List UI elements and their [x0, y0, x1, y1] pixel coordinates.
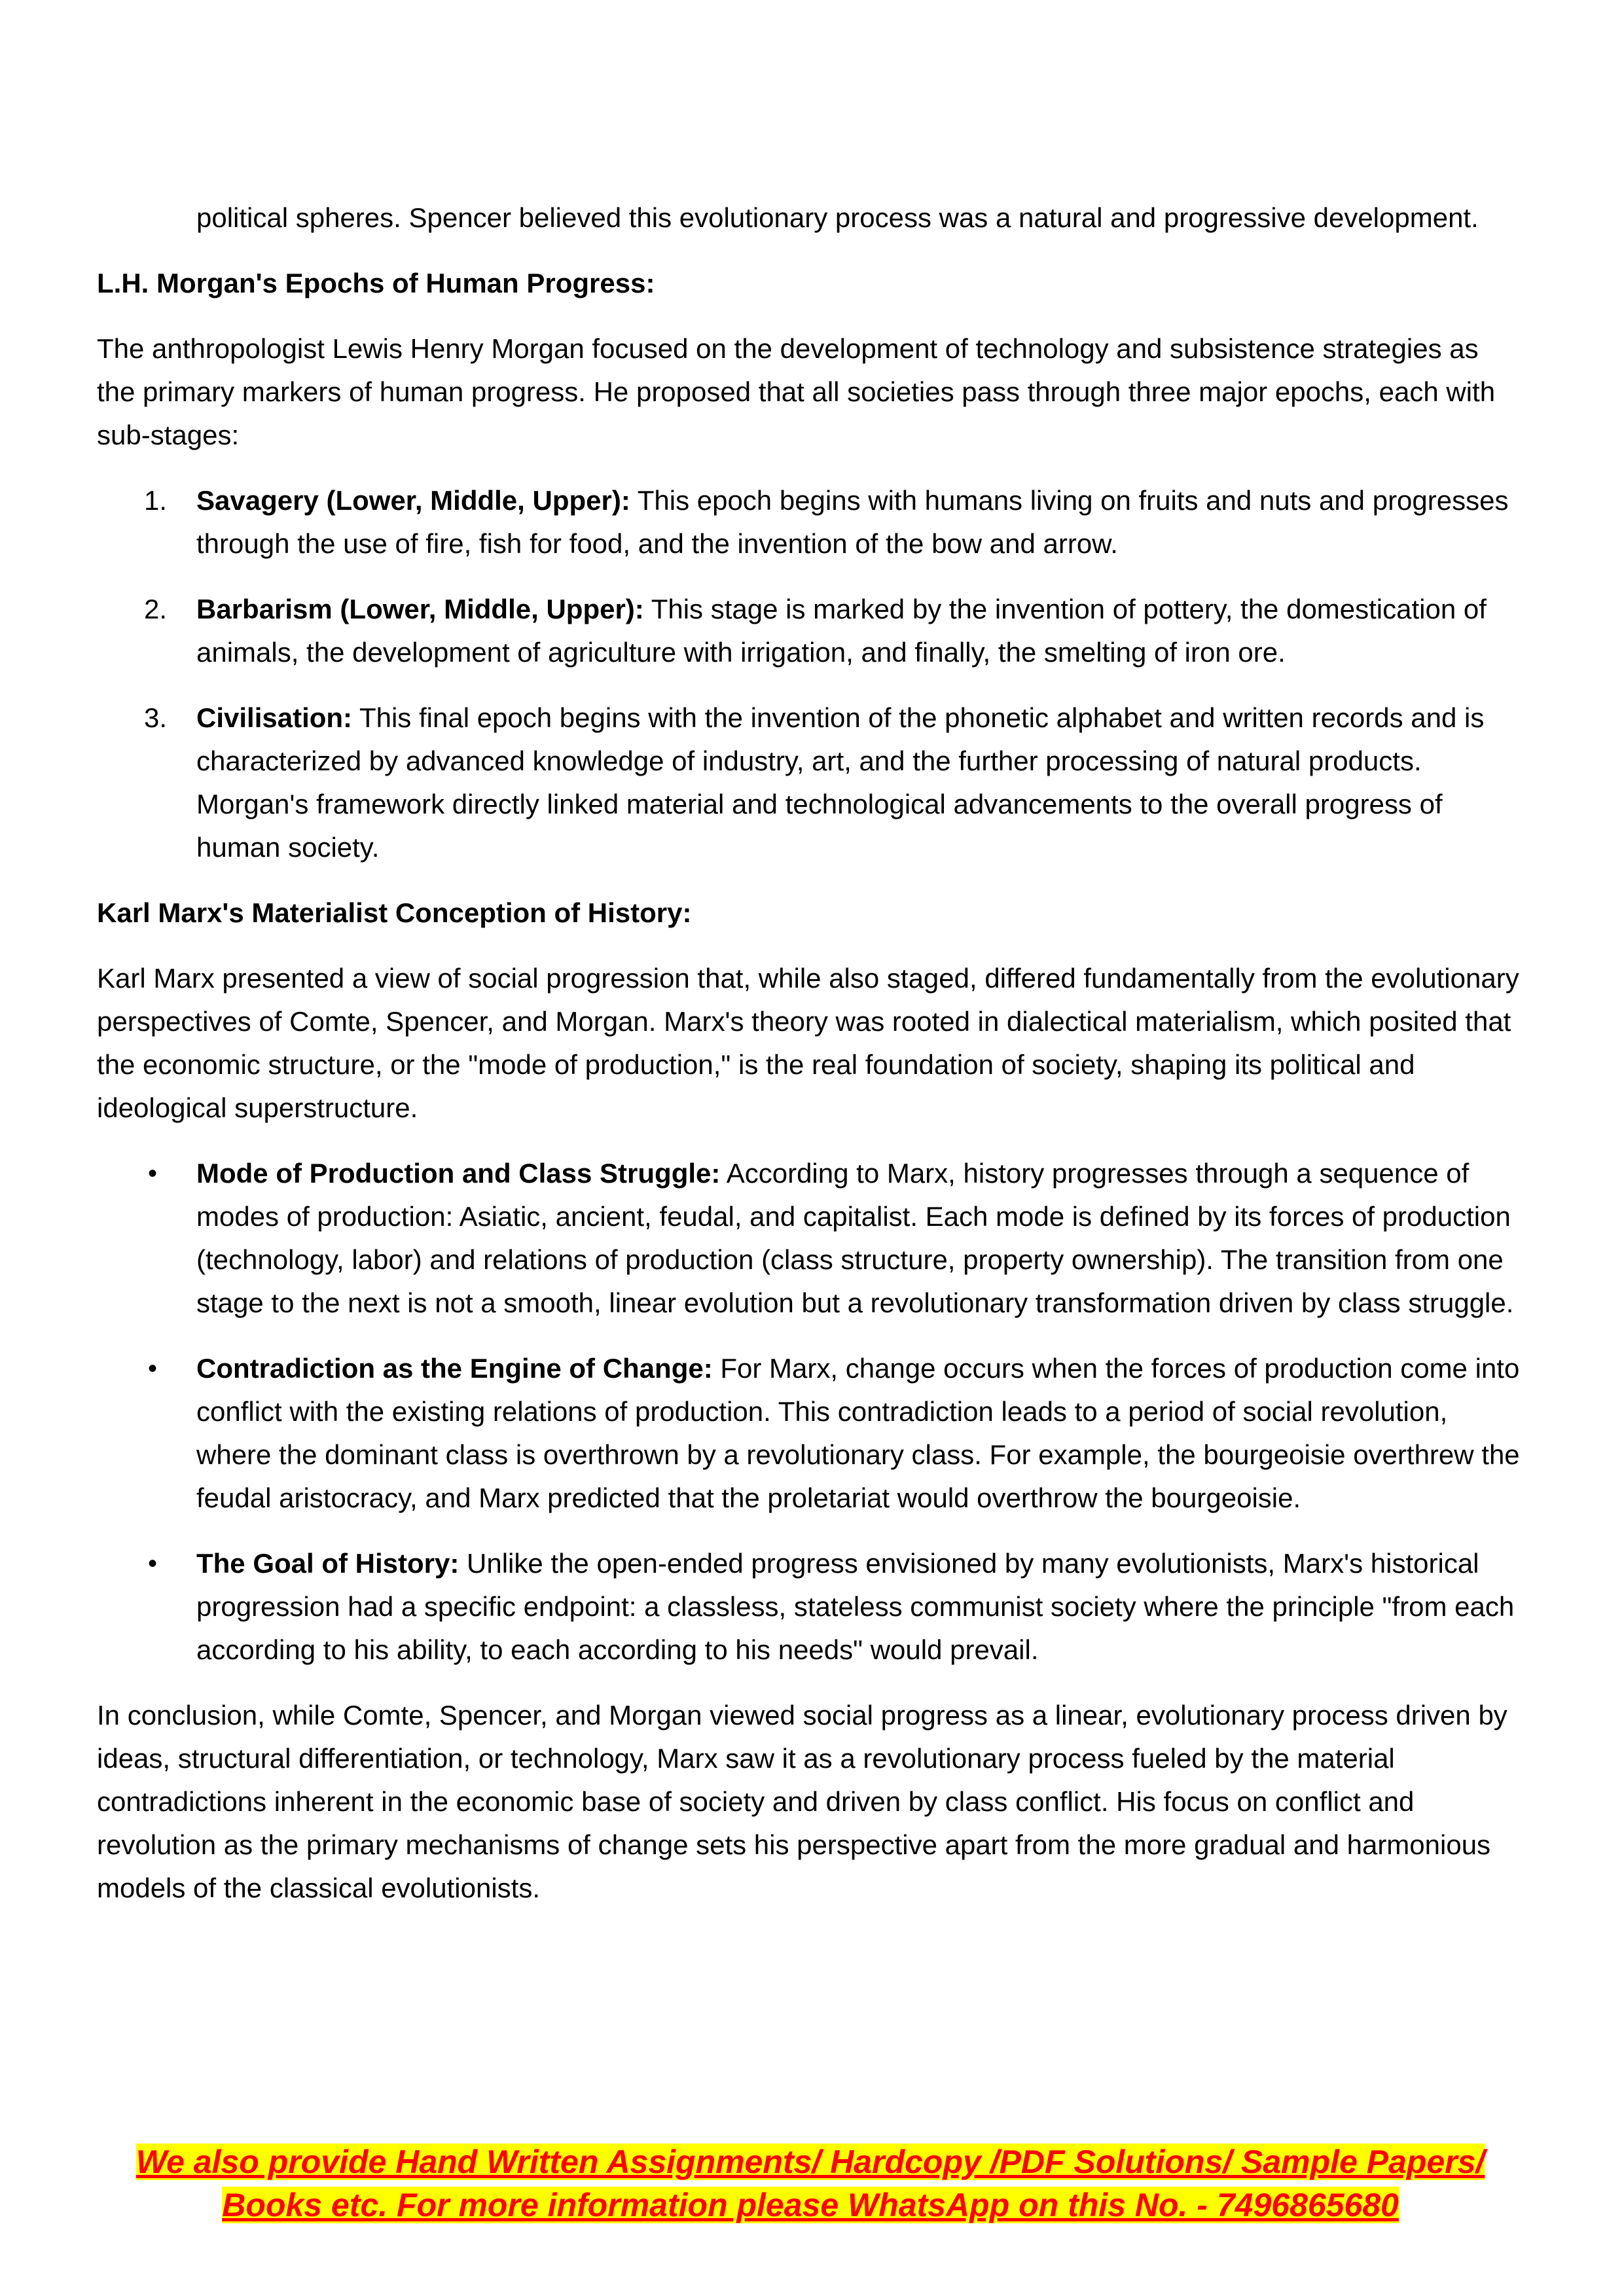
morgan-heading: L.H. Morgan's Epochs of Human Progress:: [97, 268, 655, 298]
document-body: [97, 196, 1524, 1932]
list-item-text: This final epoch begins with the invention of the phonetic alphabet and written records and is characterized by advanced knowledge of industry, art, and the further processing of natural products. Morgan's framework directly linked material and technological advancements to the overall progress of human society.: [196, 702, 1485, 863]
morgan-epochs-list: [97, 479, 1524, 869]
list-item-contradiction: [97, 1347, 1524, 1520]
intro-continuation-paragraph: political spheres. Spencer believed this evolutionary process was a natural and progressive development.: [196, 202, 1479, 233]
list-number: 2.: [144, 594, 168, 624]
footer-advertisement: [97, 2140, 1524, 2227]
list-item-term: Contradiction as the Engine of Change:: [196, 1353, 713, 1384]
marx-points-list: [97, 1152, 1524, 1672]
conclusion-paragraph: In conclusion, while Comte, Spencer, and Morgan viewed social progress as a linear, evolutionary process driven by ideas, structural differentiation, or technology, Marx saw it as a revolutionary process fueled by the material contradictions inherent in the economic base of society and driven by class conflict. His focus on conflict and revolution as the primary mechanisms of change sets his perspective apart from the more gradual and harmonious models of the classical evolutionists.: [97, 1700, 1507, 1903]
list-item-term: Savagery (Lower, Middle, Upper):: [196, 485, 630, 516]
list-item-savagery: [97, 479, 1524, 565]
list-number: 3.: [144, 702, 168, 733]
footer-line-1: We also provide Hand Written Assignments/ Hardcopy /PDF Solutions/ Sample Papers/: [135, 2144, 1485, 2180]
morgan-intro-paragraph: The anthropologist Lewis Henry Morgan focused on the development of technology and subsistence strategies as the primary markers of human progress. He proposed that all societies pass through three major epochs, each with sub-stages:: [97, 333, 1496, 450]
list-item-text: Unlike the open-ended progress envisioned by many evolutionists, Marx's historical progression had a specific endpoint: a classless, stateless communist society where the principle "from each according to his ability, to each according to his needs" would prevail.: [196, 1548, 1515, 1665]
list-item-text: This stage is marked by the invention of pottery, the domestication of animals, the development of agriculture with irrigation, and finally, the smelting of iron ore.: [196, 594, 1487, 668]
list-item-text: For Marx, change occurs when the forces of production come into conflict with the existing relations of production. This contradiction leads to a period of social revolution, where the dominant class is overthrown by a revolutionary class. For example, the bourgeoisie overthrew the feudal aristocracy, and Marx predicted that the proletariat would overthrow the bourgeoisie.: [196, 1353, 1520, 1513]
marx-intro-paragraph: Karl Marx presented a view of social progression that, while also staged, differed fundamentally from the evolutionary perspectives of Comte, Spencer, and Morgan. Marx's theory was rooted in dialectical materialism, which posited that the economic structure, or the "mode of production," is the real foundation of society, shaping its political and ideological superstructure.: [97, 963, 1519, 1123]
list-item-term: The Goal of History:: [196, 1548, 460, 1579]
list-item-mode-of-production: [97, 1152, 1524, 1325]
list-item-term: Barbarism (Lower, Middle, Upper):: [196, 594, 644, 624]
bullet-icon: •: [148, 1354, 158, 1383]
list-item-term: Mode of Production and Class Struggle:: [196, 1158, 721, 1189]
list-item-barbarism: [97, 588, 1524, 674]
bullet-icon: •: [148, 1159, 158, 1188]
footer-line-2: Books etc. For more information please WhatsApp on this No. - 7496865680: [222, 2187, 1399, 2223]
list-item-text: According to Marx, history progresses through a sequence of modes of production: Asiatic, ancient, feudal, and capitalist. Each mode is defined by its forces of production (technology, labor) and relations of production (class structure, property ownership). The transition from one stage to the next is not a smooth, linear evolution but a revolutionary transformation driven by class struggle.: [196, 1158, 1514, 1318]
marx-heading: Karl Marx's Materialist Conception of History:: [97, 897, 692, 928]
bullet-icon: •: [148, 1549, 158, 1578]
list-item-text: This epoch begins with humans living on fruits and nuts and progresses through the use of fire, fish for food, and the invention of the bow and arrow.: [196, 485, 1509, 559]
list-item-term: Civilisation:: [196, 702, 353, 733]
list-number: 1.: [144, 485, 168, 516]
list-item-civilisation: [97, 696, 1524, 869]
list-item-goal-of-history: [97, 1542, 1524, 1672]
